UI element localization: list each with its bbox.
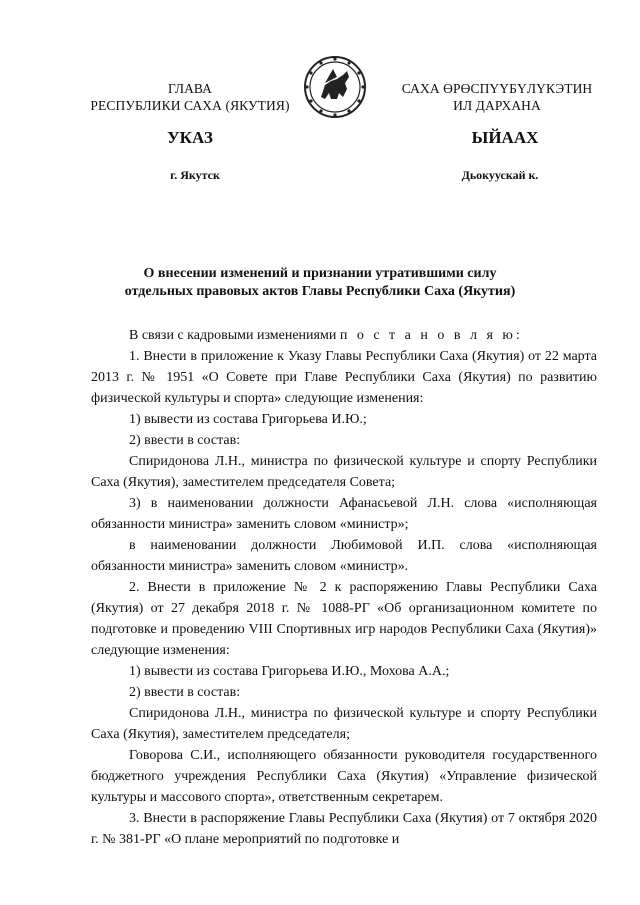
title-line1: О внесении изменений и признании утратившими силу	[143, 266, 497, 281]
paragraph-1-item-3: 3) в наименовании должности Афанасьевой Л.Н. слова «исполняющая обязанности министра» заменить словом «министр»;	[91, 496, 597, 532]
decree-word: п о с т а н о в л я ю:	[339, 328, 523, 343]
issuer-left	[70, 80, 310, 114]
paragraph-2-item-2b: Говорова С.И., исполняющего обязанности руководителя государственного бюджетного учреждения Республики Саха (Якутия) «Управление физической культуры и массового спорта», ответственным секретарем.	[91, 748, 597, 805]
document-title	[90, 265, 550, 301]
city-right: Дьокуускай к.	[461, 168, 539, 182]
intro-text: В связи с кадровыми изменениями	[129, 328, 337, 343]
issuer-right	[392, 80, 602, 114]
paragraph-3: 3. Внести в распоряжение Главы Республики Саха (Якутия) от 7 октября 2020 г. № 381-РГ «О плане мероприятий по подготовке и	[91, 811, 597, 847]
issuer-left-line1: ГЛАВА	[167, 81, 213, 96]
paragraph-1-item-2a: Спиридонова Л.Н., министра по физической культуре и спорту Республики Саха (Якутия), заместителем председателя Совета;	[91, 454, 597, 490]
paragraph-2-item-2: 2) ввести в состав:	[129, 685, 241, 700]
coat-of-arms-icon	[303, 55, 367, 119]
paragraph-2: 2. Внести в приложение № 2 к распоряжению Главы Республики Саха (Якутия) от 27 декабря 2018 г. № 1088-РГ «Об организационном комитете по подготовке и проведению VIII Спортивных игр народов Республики Саха (Якутия)» следующие изменения:	[91, 580, 597, 658]
intro-paragraph	[91, 325, 597, 346]
paragraph-1-item-2: 2) ввести в состав:	[129, 433, 241, 448]
issuer-right-line2: ИЛ ДАРХАНА	[453, 98, 541, 113]
city-left: г. Якутск	[170, 168, 220, 182]
doc-type-right: ЫЙААХ	[471, 128, 539, 147]
paragraph-2-item-2a: Спиридонова Л.Н., министра по физической культуре и спорту Республики Саха (Якутия), заместителем председателя;	[91, 706, 597, 742]
paragraph-1-item-1: 1) вывести из состава Григорьева И.Ю.;	[129, 412, 367, 427]
issuer-left-line2: РЕСПУБЛИКИ САХА (ЯКУТИЯ)	[90, 98, 290, 113]
issuer-right-line1: САХА ӨРӨСПҮҮБҮЛҮКЭТИН	[401, 81, 593, 96]
paragraph-1: 1. Внести в приложение к Указу Главы Республики Саха (Якутия) от 22 марта 2013 г. № 1951 «О Совете при Главе Республики Саха (Якутия) по развитию физической культуры и спорта» следующие изменения:	[91, 349, 597, 406]
doc-type-left: УКАЗ	[167, 128, 213, 147]
document-body	[91, 325, 597, 850]
paragraph-2-item-1: 1) вывести из состава Григорьева И.Ю., Мохова А.А.;	[129, 664, 450, 679]
title-line2: отдельных правовых актов Главы Республики Саха (Якутия)	[124, 284, 516, 299]
paragraph-1-item-3b: в наименовании должности Любимовой И.П. слова «исполняющая обязанности министра» заменить словом «министр».	[91, 538, 597, 574]
